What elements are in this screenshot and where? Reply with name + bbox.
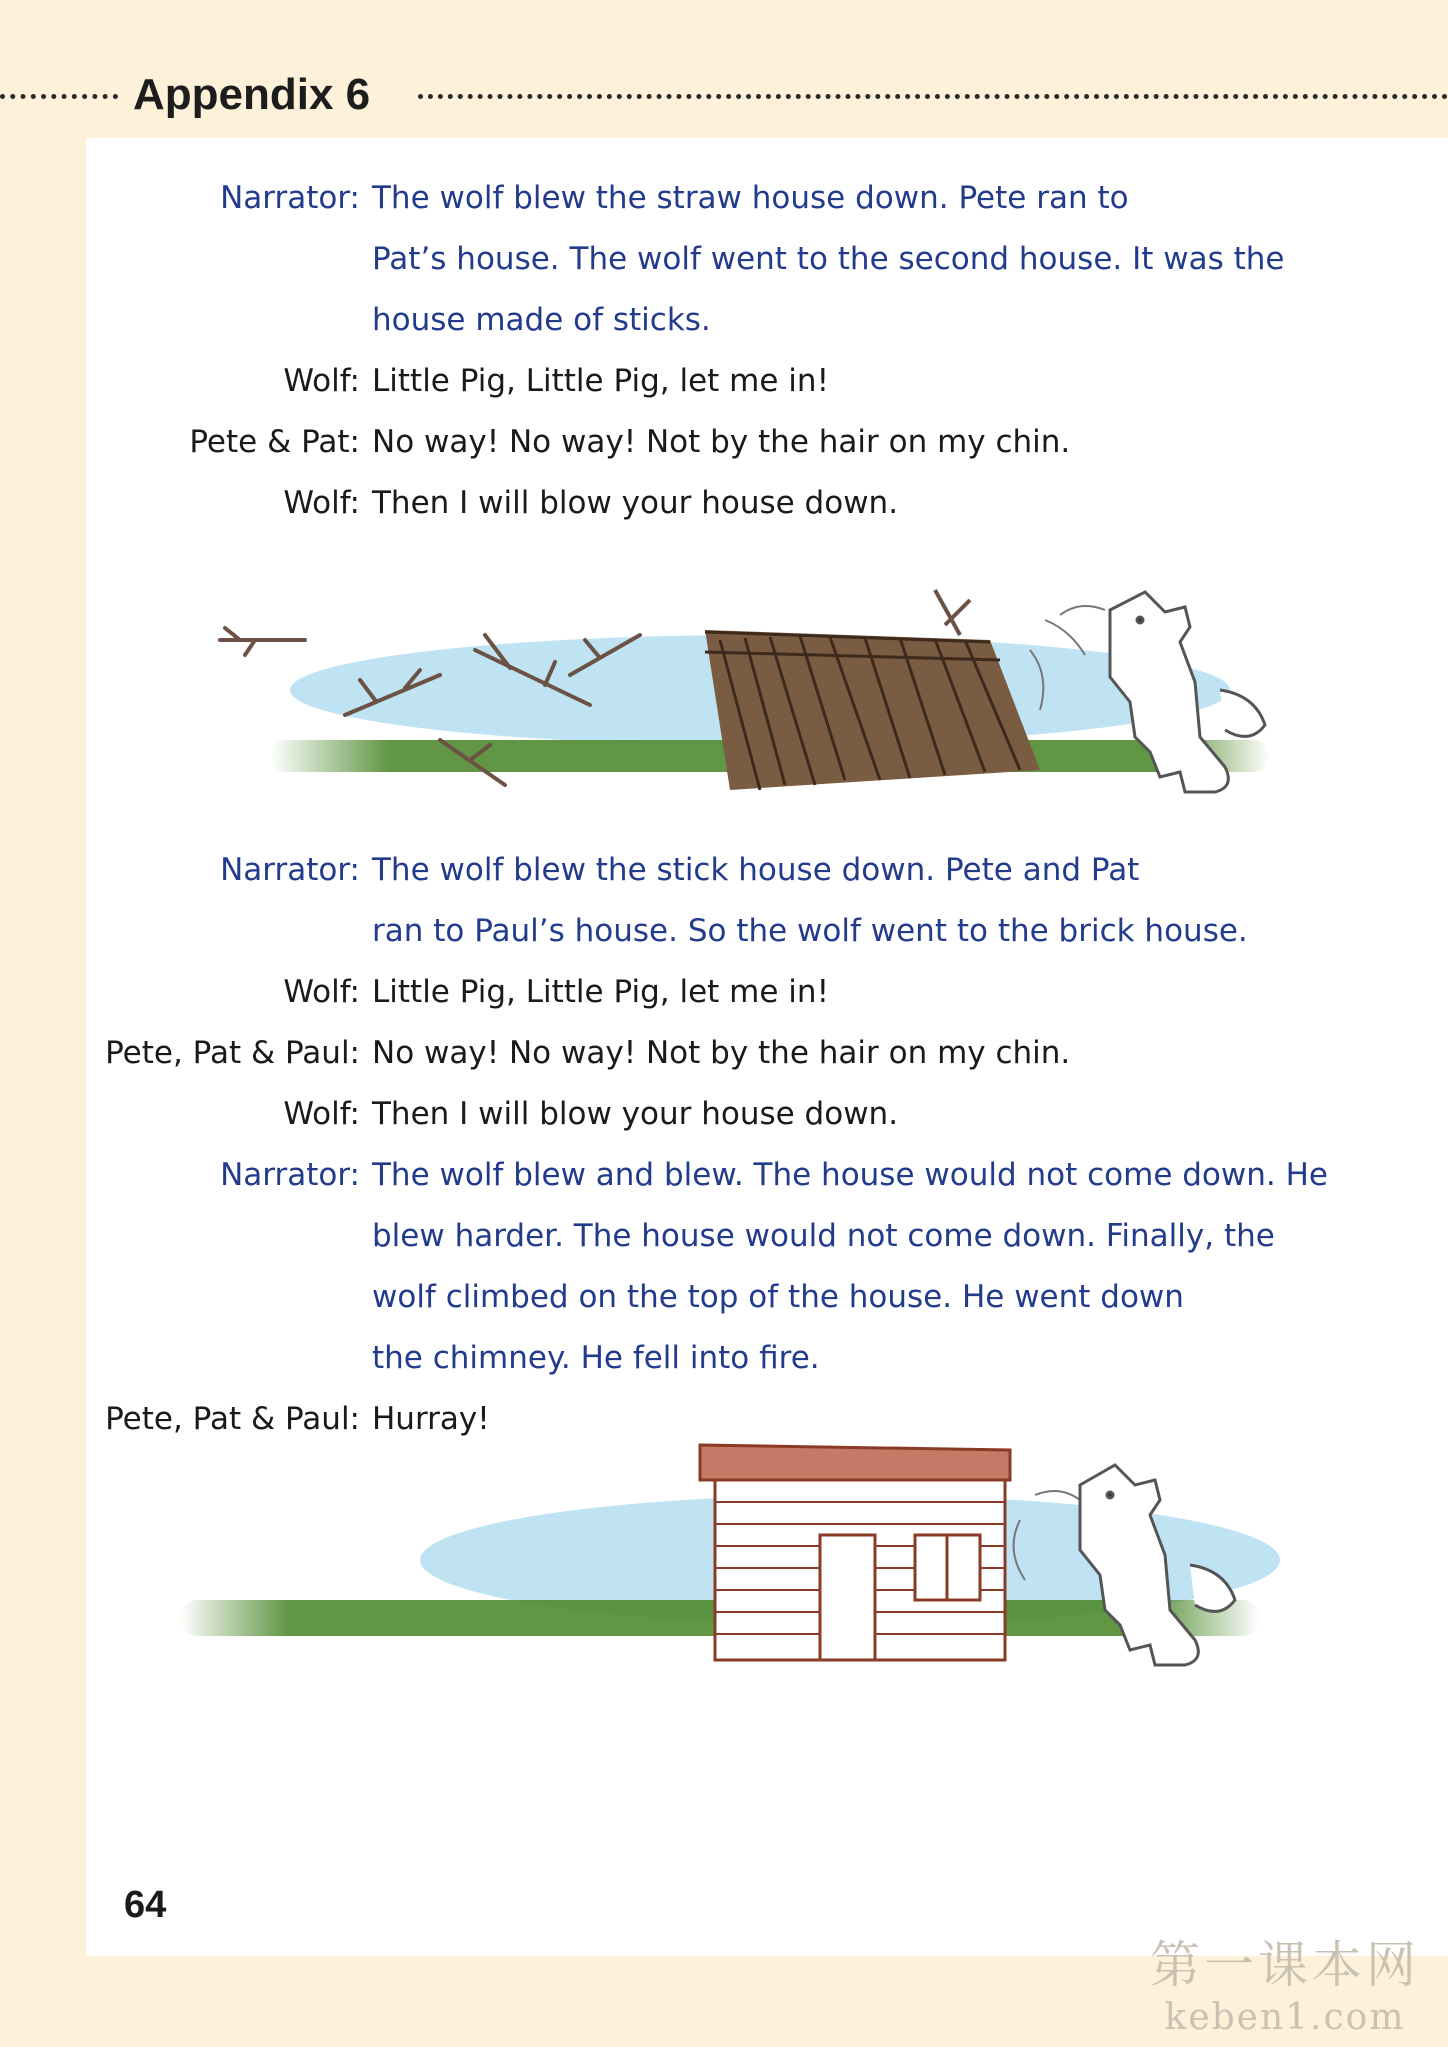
script-line [0,962,1448,1023]
appendix-header [0,68,1448,124]
script-line [0,412,1448,473]
line-text: Little Pig, Little Pig, let me in! [372,974,829,1010]
line-text: The wolf blew and blew. The house would not come down. He [372,1157,1328,1193]
script-section-2 [0,840,1448,1450]
line-text: blew harder. The house would not come down. Finally, the [372,1218,1275,1254]
script-line [0,473,1448,534]
script-line [0,1328,1448,1389]
script-line [0,351,1448,412]
speaker-label: Narrator: [220,852,360,888]
watermark-chinese: 第一课本网 [1150,1936,1420,1994]
line-text: ran to Paul’s house. So the wolf went to the brick house. [372,913,1248,949]
script-line [0,1145,1448,1206]
line-text: Then I will blow your house down. [372,1096,899,1132]
line-text: Pat’s house. The wolf went to the second house. It was the [372,241,1285,277]
script-line [0,1084,1448,1145]
script-line [0,1267,1448,1328]
script-line [0,168,1448,229]
line-text: No way! No way! Not by the hair on my chin. [372,424,1071,460]
line-text: Hurray! [372,1401,490,1437]
line-text: No way! No way! Not by the hair on my chin. [372,1035,1071,1071]
header-dotted-rule-right [418,94,1448,99]
script-line [0,1023,1448,1084]
script-line [0,901,1448,962]
line-text: Little Pig, Little Pig, let me in! [372,363,829,399]
brick-house [700,1445,1010,1660]
script-section-1 [0,168,1448,534]
line-text: The wolf blew the stick house down. Pete and Pat [372,852,1140,888]
brick-house-illustration [170,1440,1330,1690]
speaker-label: Narrator: [220,1157,360,1193]
script-line [0,290,1448,351]
line-text: house made of sticks. [372,302,711,338]
speaker-label: Pete, Pat & Paul: [105,1035,360,1071]
site-watermark [1130,1925,1440,2038]
header-dotted-rule-left [0,94,118,99]
line-text: the chimney. He fell into fire. [372,1340,820,1376]
speaker-label: Pete & Pat: [189,424,360,460]
speaker-label: Wolf: [283,974,360,1010]
line-text: Then I will blow your house down. [372,485,899,521]
script-line [0,840,1448,901]
speaker-label: Narrator: [220,180,360,216]
watermark-url: keben1.com [1164,1997,1406,2038]
page-title: Appendix 6 [133,70,371,119]
speaker-label: Wolf: [283,485,360,521]
brick-house-door [820,1535,875,1660]
script-line [0,229,1448,290]
script-line [0,1206,1448,1267]
line-text: wolf climbed on the top of the house. He went down [372,1279,1184,1315]
stick-house-illustration [200,580,1330,810]
line-text: The wolf blew the straw house down. Pete ran to [372,180,1129,216]
speaker-label: Wolf: [283,1096,360,1132]
speaker-label: Wolf: [283,363,360,399]
stick-house-ruins [705,590,1040,790]
speaker-label: Pete, Pat & Paul: [105,1401,360,1437]
page-number: 64 [124,1884,167,1926]
